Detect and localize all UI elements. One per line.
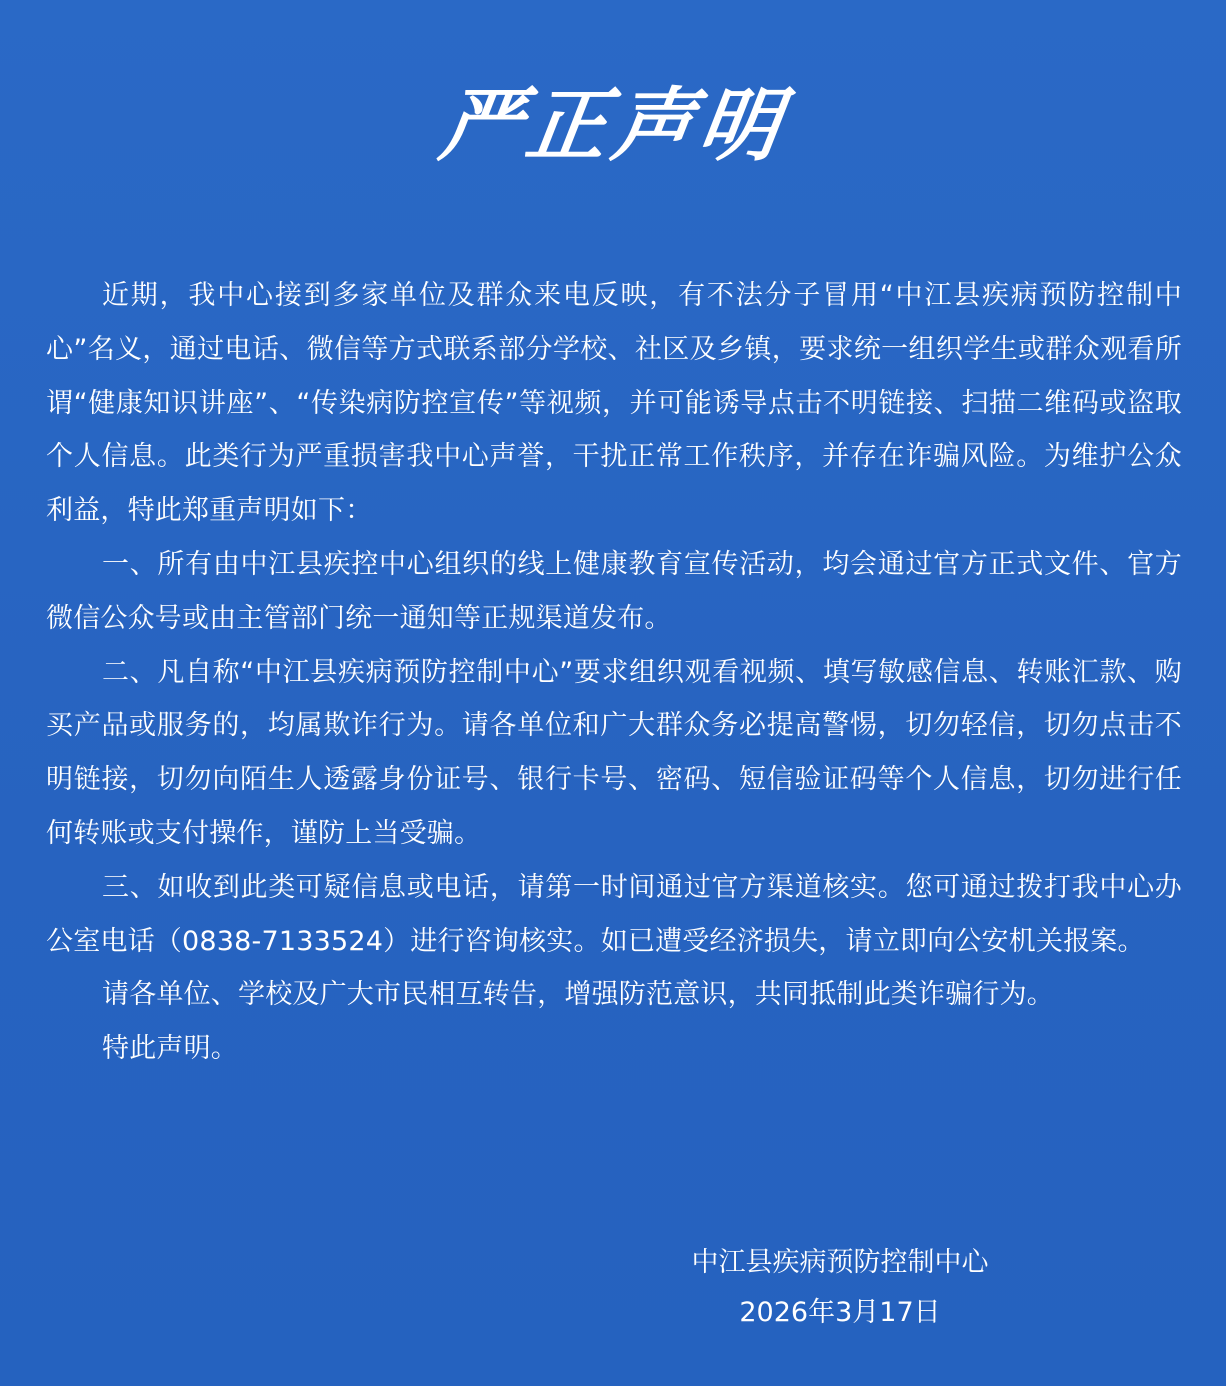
paragraph-intro: 近期，我中心接到多家单位及群众来电反映，有不法分子冒用“中江县疾病预防控制中心”名义，通过电话、微信等方式联系部分学校、社区及乡镇，要求统一组织学生或群众观看所谓“健康知识讲座”、“传染病防控宣传”等视频，并可能诱导点击不明链接、扫描二维码或盗取个人信息。此类行为严重损害我中心声誉，干扰正常工作秩序，并存在诈骗风险。为维护公众利益，特此郑重声明如下： bbox=[46, 280, 1182, 527]
statement-title: 严正声明 bbox=[434, 79, 792, 172]
paragraph-point-two: 二、凡自称“中江县疾病预防控制中心”要求组织观看视频、填写敏感信息、转账汇款、购买产品或服务的，均属欺诈行为。请各单位和广大群众务必提高警惕，切勿轻信，切勿点击不明链接，切勿向陌生人透露身份证号、银行卡号、密码、短信验证码等个人信息，切勿进行任何转账或支付操作，谨防上当受骗。 bbox=[46, 656, 1182, 849]
paragraph-appeal: 请各单位、学校及广大市民相互转告，增强防范意识，共同抵制此类诈骗行为。 bbox=[102, 979, 1054, 1011]
signature-organization: 中江县疾病预防控制中心 bbox=[691, 1247, 989, 1278]
paragraph-point-three: 三、如收到此类可疑信息或电话，请第一时间通过官方渠道核实。您可通过拨打我中心办公室电话（0838-7133524）进行咨询核实。如已遭受经济损失，请立即向公安机关报案。 bbox=[46, 871, 1182, 957]
paragraph-closing: 特此声明。 bbox=[102, 1033, 238, 1065]
signature-date: 2026年3月17日 bbox=[739, 1297, 941, 1328]
statement-body bbox=[46, 269, 1182, 1076]
paragraph-point-one: 一、所有由中江县疾控中心组织的线上健康教育宣传活动，均会通过官方正式文件、官方微信公众号或由主管部门统一通知等正规渠道发布。 bbox=[46, 548, 1182, 634]
